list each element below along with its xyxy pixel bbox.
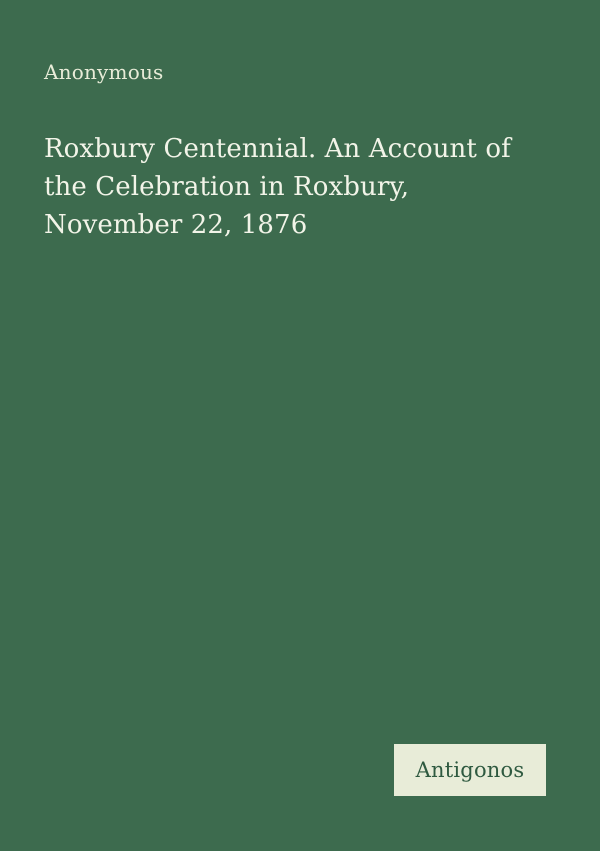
- author-name: Anonymous: [44, 60, 164, 84]
- publisher-name: Antigonos: [415, 758, 525, 782]
- book-title: Roxbury Centennial. An Account of the Celebration in Roxbury, November 22, 1876: [44, 134, 511, 240]
- publisher-plate: [394, 744, 546, 796]
